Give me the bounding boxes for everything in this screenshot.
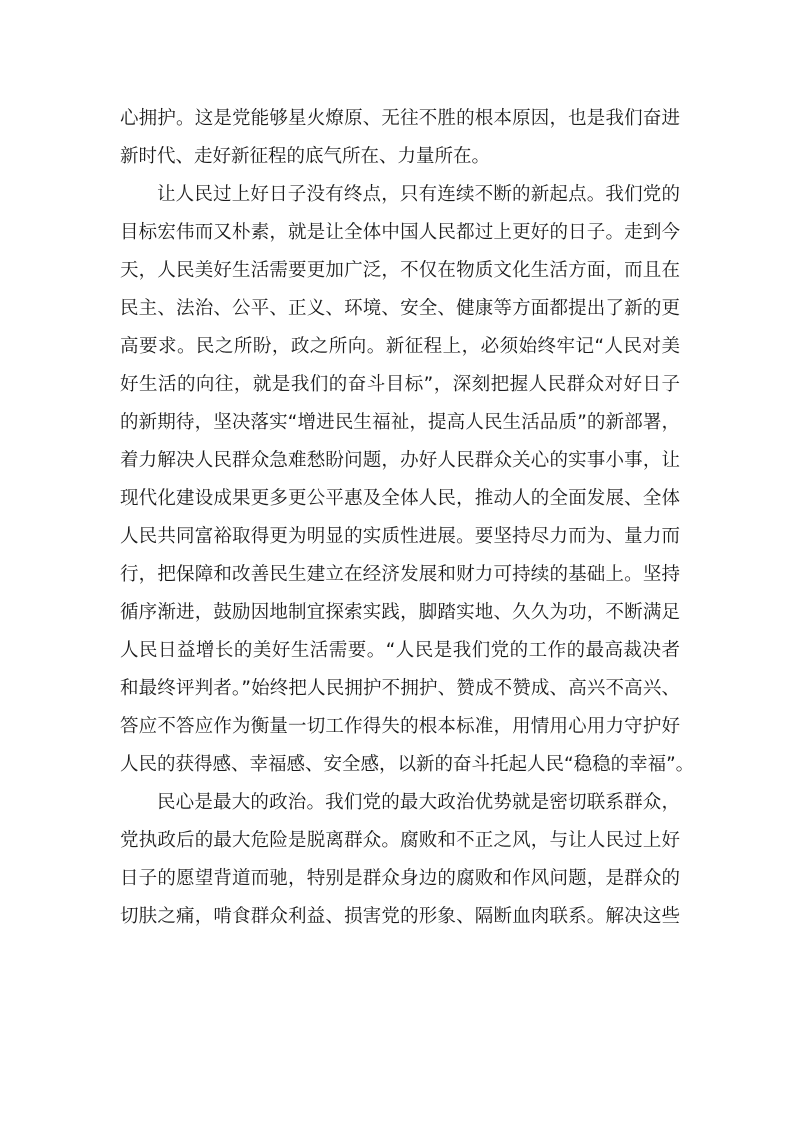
text-line: 循序渐进，鼓励因地制宜探索实践，脚踏实地、久久为功，不断满足 [120, 602, 680, 623]
text-line: 行，把保障和改善民生建立在经济发展和财力可持续的基础上。坚持 [120, 564, 680, 585]
text-line: 民心是最大的政治。我们党的最大政治优势就是密切联系群众， [157, 792, 680, 813]
text-line: 新时代、走好新征程的底气所在、力量所在。 [120, 146, 491, 167]
text-line: 着力解决人民群众急难愁盼问题，办好人民群众关心的实事小事，让 [120, 450, 680, 471]
text-line: 人民共同富裕取得更为明显的实质性进展。要坚持尽力而为、量力而 [120, 526, 680, 547]
text-line: 现代化建设成果更多更公平惠及全体人民，推动人的全面发展、全体 [120, 488, 680, 509]
text-line: 让人民过上好日子没有终点，只有连续不断的新起点。我们党的 [157, 184, 680, 205]
text-line: 民主、法治、公平、正义、环境、安全、健康等方面都提出了新的更 [120, 298, 680, 319]
text-line: 好生活的向往，就是我们的奋斗目标”，深刻把握人民群众对好日子 [120, 374, 680, 395]
text-line: 的新期待，坚决落实“增进民生福祉，提高人民生活品质”的新部署， [120, 412, 680, 433]
text-line: 心拥护。这是党能够星火燎原、无往不胜的根本原因，也是我们奋进 [120, 108, 680, 129]
text-line: 高要求。民之所盼，政之所向。新征程上，必须始终牢记“人民对美 [120, 336, 680, 357]
text-line: 党执政后的最大危险是脱离群众。腐败和不正之风，与让人民过上好 [120, 830, 680, 851]
text-line: 答应不答应作为衡量一切工作得失的根本标准，用情用心用力守护好 [120, 716, 680, 737]
text-line: 和最终评判者。”始终把人民拥护不拥护、赞成不赞成、高兴不高兴、 [120, 678, 680, 699]
text-line: 天，人民美好生活需要更加广泛，不仅在物质文化生活方面，而且在 [120, 260, 680, 281]
text-line: 切肤之痛，啃食群众利益、损害党的形象、隔断血肉联系。解决这些 [120, 906, 680, 927]
text-line: 目标宏伟而又朴素，就是让全体中国人民都过上更好的日子。走到今 [120, 222, 680, 243]
text-line: 日子的愿望背道而驰，特别是群众身边的腐败和作风问题，是群众的 [120, 868, 680, 889]
body-text [120, 100, 695, 936]
text-line: 人民的获得感、幸福感、安全感，以新的奋斗托起人民“稳稳的幸福”。 [120, 754, 695, 775]
text-line: 人民日益增长的美好生活需要。“人民是我们党的工作的最高裁决者 [120, 640, 680, 661]
